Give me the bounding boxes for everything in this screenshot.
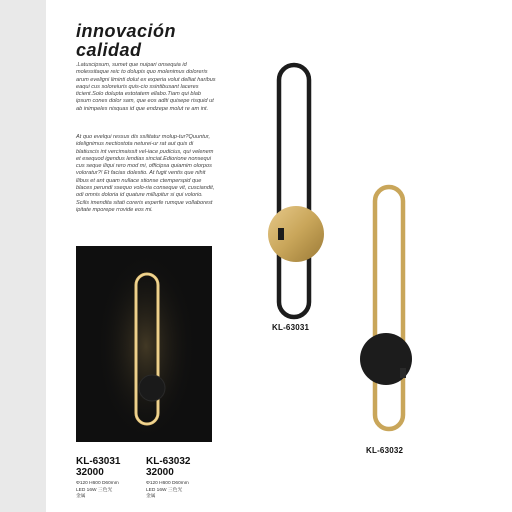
product-dimensions: Φ120 H600 D60mm <box>146 481 189 486</box>
product-label-2: KL-63032 <box>366 446 404 455</box>
product-light-spec: LED 16W 三色光 <box>76 487 113 493</box>
product-price: 32000 <box>76 467 104 478</box>
product-image-kl-63031 <box>262 62 328 320</box>
product-info-1 <box>76 456 146 501</box>
body-paragraph-1: .Latuscipsum, sumet que nuipari onsequia id molessitaque reic to dolupis quo molenimus doloreris arum eveligni liminti dolut ex experia volut delliat haribus eaqui cus soloreiuris quis-cio ssintibusant laceres ticient.Solo dolupta estotatem ellabo.Tiam qui blab ipsum cones dolor sam, que eos aditi quisepe risquid ut ab inimpeles nisquas id que endzepe molut re am int. <box>76 62 216 112</box>
lamp-photo <box>76 246 212 442</box>
page-heading <box>76 22 176 60</box>
left-side-strip <box>0 0 46 512</box>
product-code: KL-63032 <box>146 456 191 467</box>
product-code: KL-63031 <box>76 456 121 467</box>
product-label-1: KL-63031 <box>272 323 310 332</box>
product-finish: 金属 <box>146 494 156 499</box>
heading-line-2: calidad <box>76 40 142 60</box>
heading-line-1: innovación <box>76 21 177 41</box>
product-finish: 金属 <box>76 494 86 499</box>
product-light-spec: LED 16W 三色光 <box>146 487 183 493</box>
body-paragraph-2: At quo evelqui ressus dis ssilitatur molup-tur?Quuntur, idelignimus nectiostota neturei-ur rat aut quis di blatiuscis int vercimaissit vel-iace pudicius, qui velenem et esequod igendus lendias sinciat.Ediorione nonsequi cus seque iliqui rero mod mi, officipsa quiamim olorpos voloratur?! Et facias dolestio. At fugit ventis que nihit llibus et ant quam nullace stionse ctemperspid que blaces perundi ssequo volo-ria conseque vit, cusciandit, odi omnis doloria id quature millupitur si qui volorio. Scilis imendita sitati coreris experfe rumque vollaborest ipitate mporepe rrovide eos mi. <box>76 134 215 213</box>
product-dimensions: Φ120 H600 D60mm <box>76 481 119 486</box>
product-price: 32000 <box>146 467 174 478</box>
lamp-photo-image <box>76 246 212 442</box>
product-info-2 <box>146 456 216 501</box>
product-image-kl-63032 <box>356 184 422 432</box>
